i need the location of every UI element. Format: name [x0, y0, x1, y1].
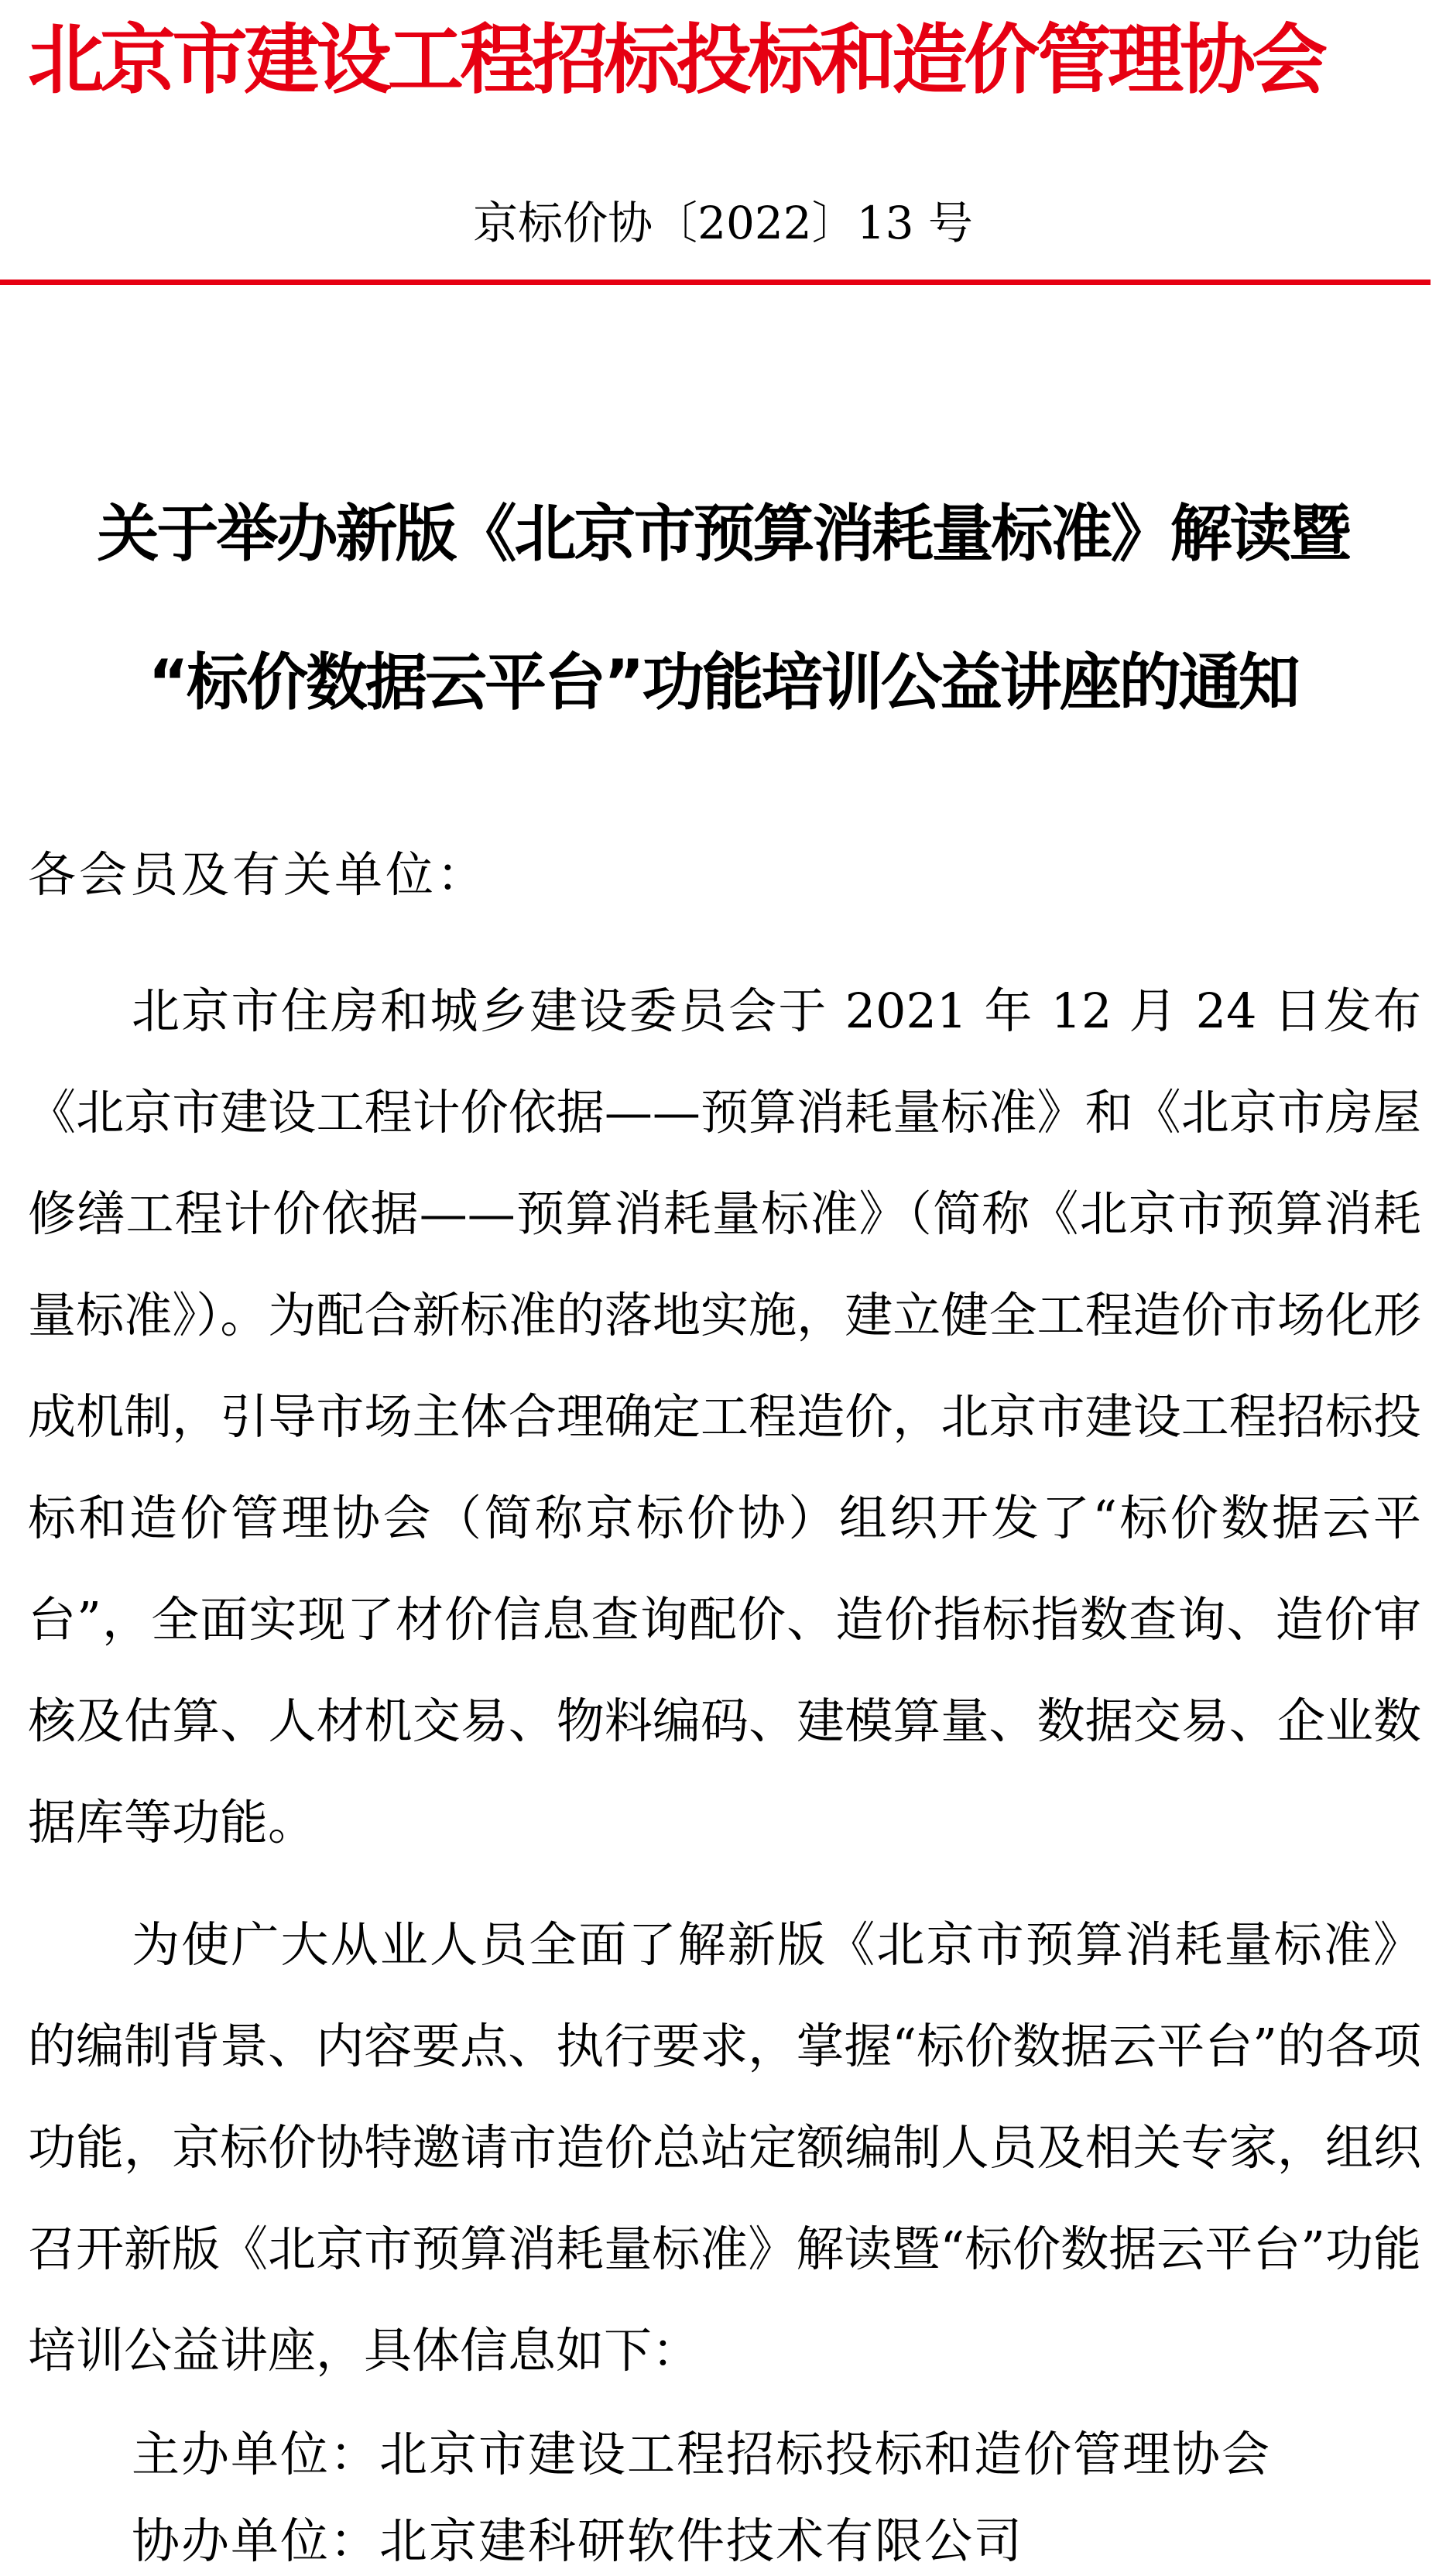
notice-title-line-1: 关于举办新版《北京市预算消耗量标准》解读暨: [97, 498, 1349, 570]
document-number: 京标价协〔2022〕13 号: [473, 197, 973, 249]
body-paragraph-1: 北京市住房和城乡建设委员会于 2021 年 12 月 24 日发布《北京市建设工程计价依据——预算消耗量标准》和《北京市房屋修缮工程计价依据——预算消耗量标准》（简称《北京市预算消耗量标准》）。为配合新标准的落地实施，建立健全工程造价市场化形成机制，引导市场主体合理确定工程造价，北京市建设工程招标投标和造价管理协会（简称京标价协）组织开发了“标价数据云平台”，全面实现了材价信息查询配价、造价指标指数查询、造价审核及估算、人材机交易、物料编码、建模算量、数据交易、企业数据库等功能。: [28, 983, 1421, 1851]
salutation: 各会员及有关单位：: [28, 846, 488, 903]
body-paragraph-2: 为使广大从业人员全面了解新版《北京市预算消耗量标准》的编制背景、内容要点、执行要求，掌握“标价数据云平台”的各项功能，京标价协特邀请市造价总站定额编制人员及相关专家，组织召开新版《北京市预算消耗量标准》解读暨“标价数据云平台”功能培训公益讲座，具体信息如下：: [28, 1916, 1421, 2379]
organizer-line: 主办单位：北京市建设工程招标投标和造价管理协会: [132, 2426, 1272, 2482]
notice-title-line-2: “标价数据云平台”功能培训公益讲座的通知: [148, 647, 1298, 719]
red-divider-line: [0, 280, 1431, 285]
co-organizer-line: 协办单位：北京建科研软件技术有限公司: [132, 2513, 1024, 2569]
org-name-header: 北京市建设工程招标投标和造价管理协会: [28, 16, 1324, 105]
